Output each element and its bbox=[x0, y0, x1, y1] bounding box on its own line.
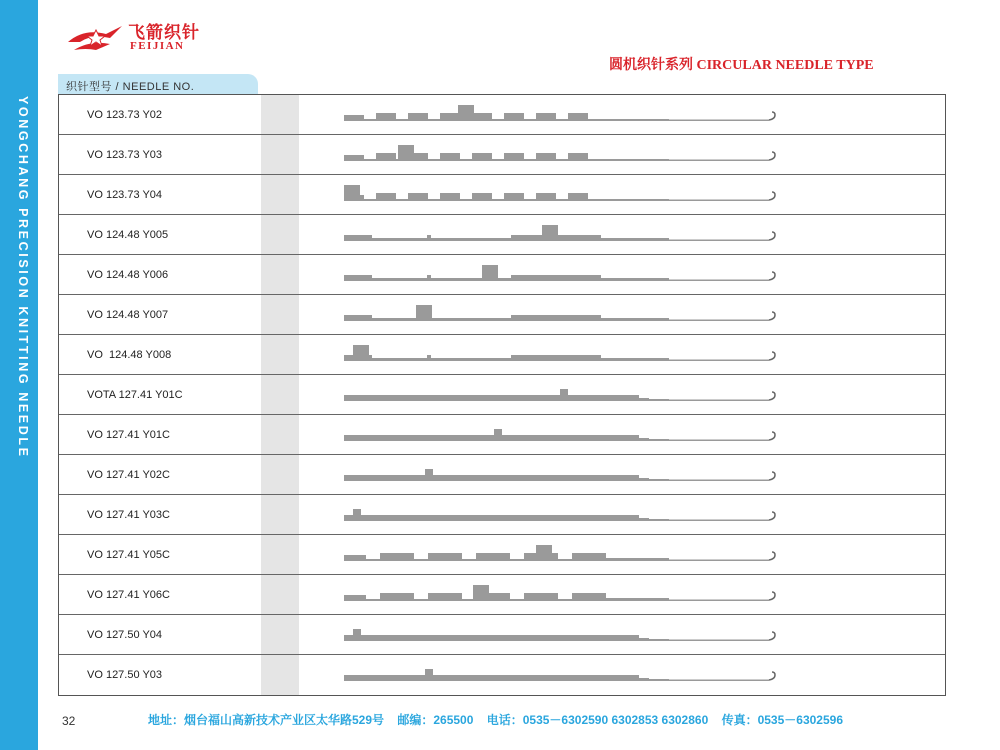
needle-number: VO 127.41 Y06C bbox=[87, 589, 170, 601]
needle-number: VO 123.73 Y04 bbox=[87, 189, 163, 201]
needle-drawing bbox=[339, 583, 789, 607]
needle-drawing bbox=[339, 503, 789, 527]
table-row bbox=[59, 535, 945, 575]
table-header-label: 织针型号 / NEEDLE NO. bbox=[66, 81, 195, 93]
brand-name-en: FEIJIAN bbox=[130, 40, 185, 52]
needle-number: VO 127.41 Y03C bbox=[87, 509, 170, 521]
needle-number: VO 124.48 Y006 bbox=[87, 269, 169, 281]
table-row bbox=[59, 375, 945, 415]
table-row bbox=[59, 295, 945, 335]
needle-drawing bbox=[339, 103, 789, 127]
needle-number: VO 124.48 Y005 bbox=[87, 229, 169, 241]
side-banner-bar bbox=[0, 0, 38, 750]
needle-number: VO 124.48 Y008 bbox=[87, 349, 172, 361]
needle-drawing bbox=[339, 383, 789, 407]
flying-arrow-icon bbox=[66, 20, 126, 60]
table-row bbox=[59, 135, 945, 175]
needle-number: VO 127.50 Y03 bbox=[87, 669, 163, 681]
table-row bbox=[59, 495, 945, 535]
needle-drawing bbox=[339, 423, 789, 447]
footer-contact-info: 地址：烟台福山高新技术产业区太华路529号 邮编：265500 电话：0535－6302590 6302853 6302860 传真：0535－6302596 bbox=[148, 713, 844, 727]
needle-table bbox=[58, 94, 946, 696]
page-number: 32 bbox=[62, 714, 76, 728]
table-row bbox=[59, 615, 945, 655]
table-row bbox=[59, 255, 945, 295]
needle-number: VO 127.41 Y02C bbox=[87, 469, 170, 481]
needle-drawing bbox=[339, 663, 789, 687]
needle-number: VO 127.41 Y05C bbox=[87, 549, 170, 561]
table-row bbox=[59, 655, 945, 695]
needle-number: VO 127.50 Y04 bbox=[87, 629, 163, 641]
needle-drawing bbox=[339, 223, 789, 247]
needle-number: VO 123.73 Y03 bbox=[87, 149, 163, 161]
needle-number: VOTA 127.41 Y01C bbox=[87, 389, 183, 401]
brand-name-cn: 飞箭织针 bbox=[128, 23, 200, 42]
table-row bbox=[59, 575, 945, 615]
table-row bbox=[59, 415, 945, 455]
series-title: 圆机织针系列 CIRCULAR NEEDLE TYPE bbox=[609, 58, 874, 73]
needle-drawing bbox=[339, 623, 789, 647]
needle-number: VO 123.73 Y02 bbox=[87, 109, 163, 121]
table-row bbox=[59, 215, 945, 255]
side-banner-text: YONGCHANG PRECISION KNITTING NEEDLE bbox=[16, 96, 30, 459]
table-row bbox=[59, 335, 945, 375]
needle-drawing bbox=[339, 263, 789, 287]
table-row bbox=[59, 95, 945, 135]
needle-drawing bbox=[339, 343, 789, 367]
table-row bbox=[59, 175, 945, 215]
needle-drawing bbox=[339, 303, 789, 327]
brand-logo bbox=[66, 18, 206, 64]
needle-number: VO 124.48 Y007 bbox=[87, 309, 169, 321]
table-row bbox=[59, 455, 945, 495]
needle-drawing bbox=[339, 183, 789, 207]
needle-drawing bbox=[339, 143, 789, 167]
needle-drawing bbox=[339, 463, 789, 487]
needle-drawing bbox=[339, 543, 789, 567]
needle-number: VO 127.41 Y01C bbox=[87, 429, 170, 441]
